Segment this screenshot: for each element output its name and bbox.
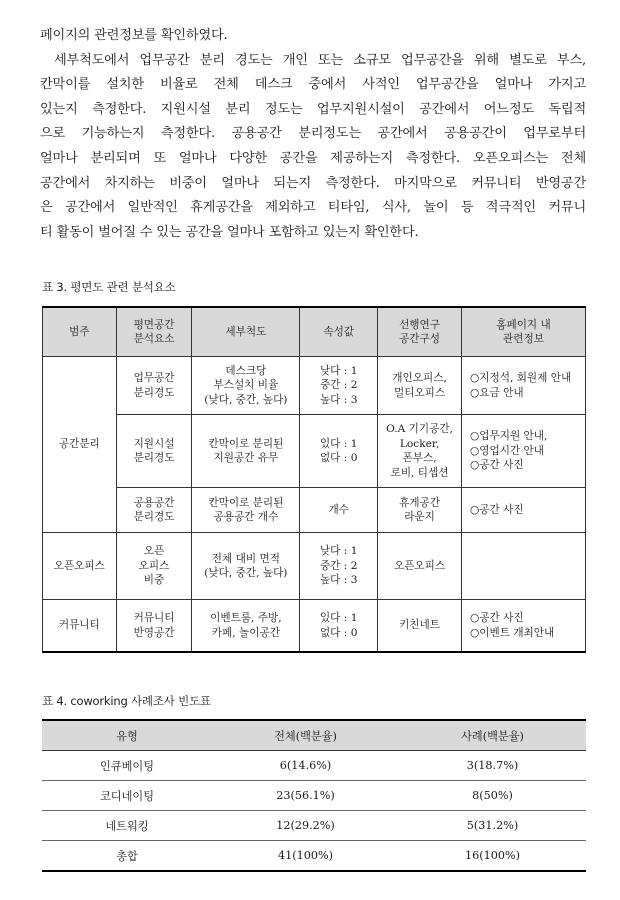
table3-scale-cell: 칸막이로 분리된 지원공간 유무 — [192, 415, 300, 488]
table3-header-element: 평면공간 분석요소 — [116, 307, 192, 357]
table3-header-prior-research: 선행연구 공간구성 — [378, 307, 462, 357]
table3-attr-cell: 낮다 : 1 중간 : 2 높다 : 3 — [300, 357, 378, 415]
table4-caption: 표 4. coworking 사례조사 빈도표 — [42, 694, 211, 708]
table3-category-cell: 커뮤니티 — [43, 600, 117, 653]
table3-info-cell: ○업무지원 안내, ○영업시간 안내 ○공간 사진 — [462, 415, 586, 488]
table3-prior-cell: O.A 기기공간, Locker, 폰부스, 로비, 티셉션 — [378, 415, 462, 488]
table3-prior-cell: 휴게공간 라운지 — [378, 488, 462, 533]
table3-attr-cell: 개수 — [300, 488, 378, 533]
table4-total-cell: 6(14.6%) — [212, 751, 399, 781]
table-row-total — [42, 841, 586, 872]
table4-total-cell: 12(29.2%) — [212, 811, 399, 841]
table3-category-cell: 오픈오피스 — [43, 533, 117, 600]
table-row — [43, 415, 586, 488]
table3-element-cell: 지원시설 분리경도 — [116, 415, 192, 488]
table-row — [43, 600, 586, 653]
table4-header-case: 사례(백분율) — [399, 720, 586, 751]
table4-coworking-frequency — [42, 719, 586, 872]
paragraph-line: 으로 기능하는지 측정한다. 공용공간 분리정도는 공간에서 공용공간이 업무로부터 — [40, 126, 586, 142]
table3-category-cell: 공간분리 — [43, 357, 117, 533]
body-paragraph — [40, 24, 586, 245]
table3-element-cell: 공용공간 분리경도 — [116, 488, 192, 533]
table3-scale-cell: 이벤트룸, 주방, 카페, 놀이공간 — [192, 600, 300, 653]
table4-header-total: 전체(백분율) — [212, 720, 399, 751]
table-row — [42, 751, 586, 781]
paragraph-line: 티 활동이 벌어질 수 있는 공간을 얼마나 포함하고 있는지 확인한다. — [40, 224, 419, 240]
table4-total-cell: 41(100%) — [212, 841, 399, 872]
paragraph-line: 있는지 측정한다. 지원시설 분리 정도는 업무지원시설이 공간에서 어느정도 독립적 — [40, 101, 586, 117]
table4-type-cell: 인큐베이팅 — [42, 751, 212, 781]
table3-attr-cell: 낮다 : 1 중간 : 2 높다 : 3 — [300, 533, 378, 600]
table4-case-cell: 5(31.2%) — [399, 811, 586, 841]
table4-case-cell: 3(18.7%) — [399, 751, 586, 781]
table3-info-cell: ○공간 사진 ○이벤트 개최안내 — [462, 600, 586, 653]
paragraph-line: 칸막이를 설치한 비율로 전체 데스크 중에서 사적인 업무공간을 얼마나 가지고 — [40, 77, 586, 93]
table3-caption: 표 3. 평면도 관련 분석요소 — [42, 280, 176, 294]
table3-scale-cell: 전체 대비 면적 (낮다, 중간, 높다) — [192, 533, 300, 600]
table3-info-cell: ○지정석, 회원제 안내 ○요금 안내 — [462, 357, 586, 415]
table3-scale-cell: 데스크당 부스설치 비율 (낮다, 중간, 높다) — [192, 357, 300, 415]
paragraph-line: 공간에서 차지하는 비중이 얼마나 되는지 측정한다. 마지막으로 커뮤니티 반영공간 — [40, 175, 586, 191]
paragraph-line: 은 공간에서 일반적인 휴게공간을 제외하고 티타임, 식사, 놀이 등 적극적인 커뮤니 — [40, 200, 586, 216]
table3-header-homepage-info: 홈페이지 내 관련정보 — [462, 307, 586, 357]
table-row — [43, 357, 586, 415]
table4-type-cell: 총합 — [42, 841, 212, 872]
table-row — [43, 533, 586, 600]
table4-type-cell: 네트워킹 — [42, 811, 212, 841]
table3-header-scale: 세부척도 — [192, 307, 300, 357]
table4-case-cell: 16(100%) — [399, 841, 586, 872]
table4-case-cell: 8(50%) — [399, 781, 586, 811]
table3-header-attribute: 속성값 — [300, 307, 378, 357]
table3-prior-cell: 오픈오피스 — [378, 533, 462, 600]
table3-attr-cell: 있다 : 1 없다 : 0 — [300, 415, 378, 488]
table4-type-cell: 코디네이팅 — [42, 781, 212, 811]
paragraph-line: 페이지의 관련정보를 확인하였다. — [40, 28, 228, 43]
table3-info-cell: ○공간 사진 — [462, 488, 586, 533]
table4-total-cell: 23(56.1%) — [212, 781, 399, 811]
table3-element-cell: 오픈 오피스 비중 — [116, 533, 192, 600]
table3-attr-cell: 있다 : 1 없다 : 0 — [300, 600, 378, 653]
paragraph-line: 세부척도에서 업무공간 분리 경도는 개인 또는 소규모 업무공간을 위해 별도로 부스, — [54, 52, 586, 68]
table3-info-cell — [462, 533, 586, 600]
table-row — [42, 781, 586, 811]
paragraph-line: 얼마나 분리되며 또 얼마나 다양한 공간을 제공하는지 측정한다. 오픈오피스는 전체 — [40, 150, 586, 166]
table3-scale-cell: 칸막이로 분리된 공용공간 개수 — [192, 488, 300, 533]
table-row — [42, 811, 586, 841]
table3-floorplan-elements — [42, 306, 586, 653]
table3-element-cell: 커뮤니티 반영공간 — [116, 600, 192, 653]
table4-header-type: 유형 — [42, 720, 212, 751]
table3-header-category: 범주 — [43, 307, 117, 357]
table-row — [43, 488, 586, 533]
table3-prior-cell: 개인오피스, 멀티오피스 — [378, 357, 462, 415]
table3-prior-cell: 키친네트 — [378, 600, 462, 653]
table3-element-cell: 업무공간 분리경도 — [116, 357, 192, 415]
